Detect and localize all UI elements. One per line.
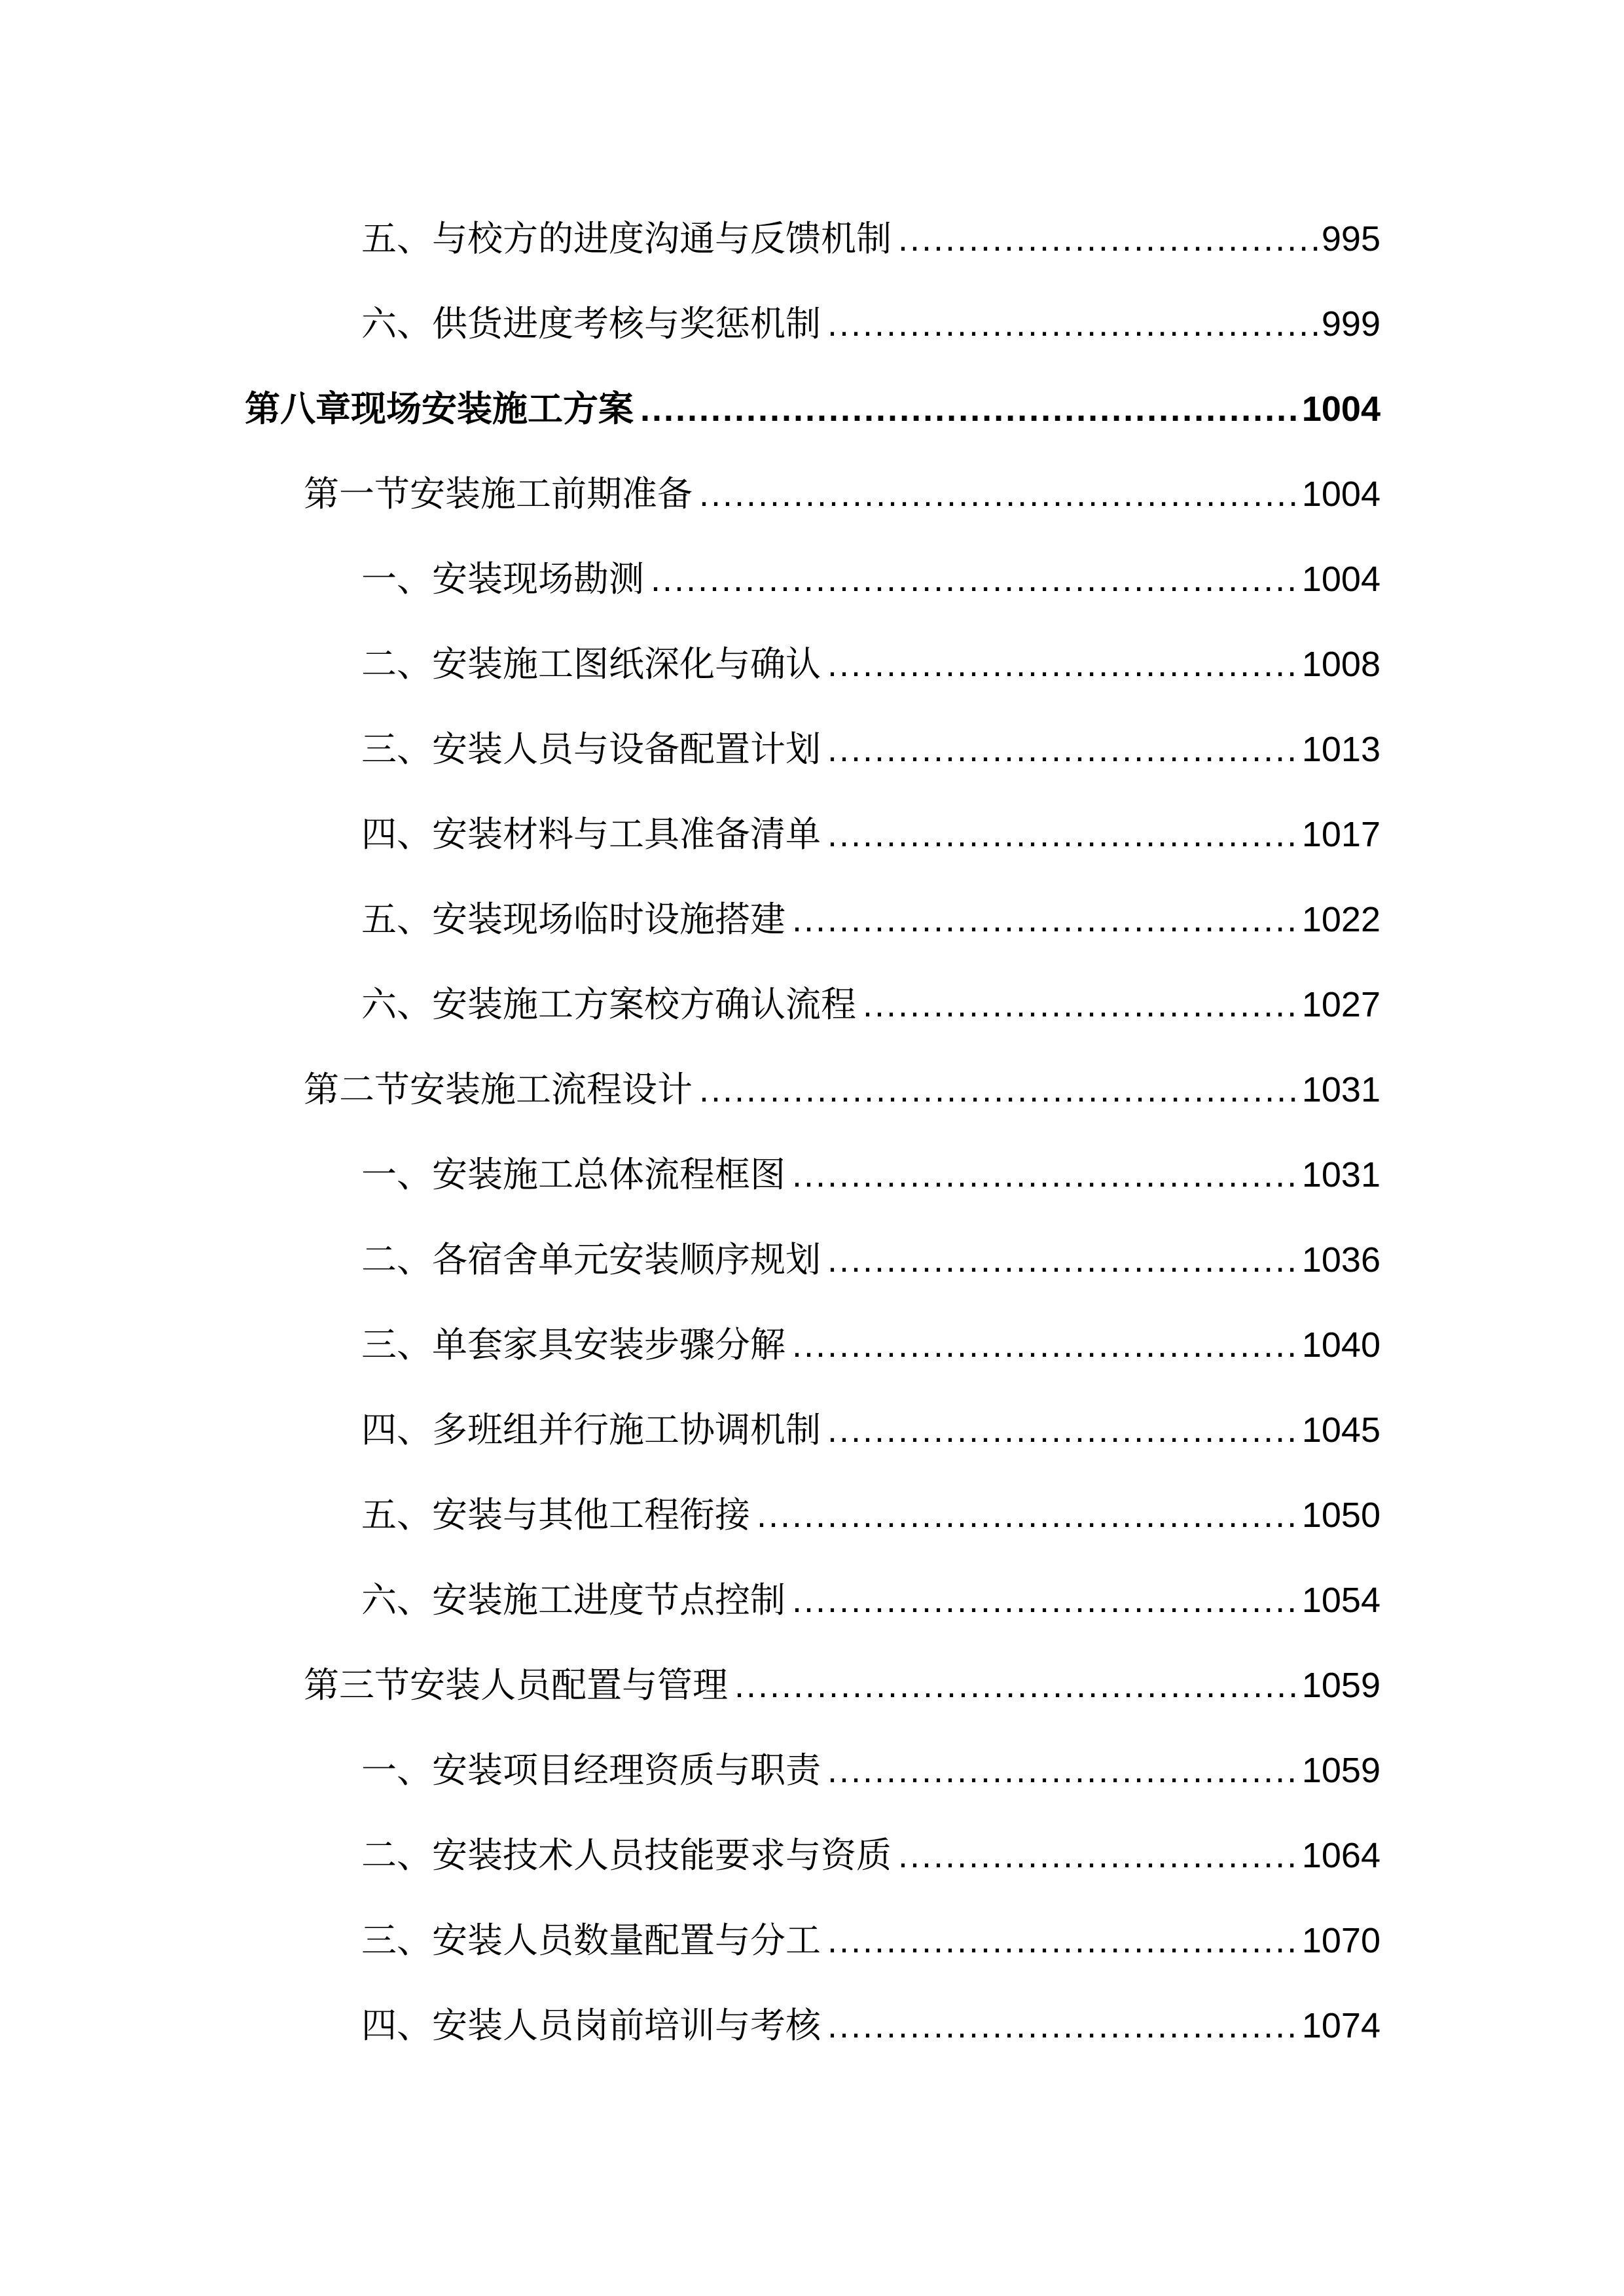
- toc-entry-title: 四、安装材料与工具准备清单: [361, 814, 821, 855]
- toc-entry-title: 三、安装人员与设备配置计划: [361, 728, 821, 770]
- toc-entry-title: 二、安装施工图纸深化与确认: [361, 643, 821, 685]
- toc-dot-leader: [827, 295, 1318, 353]
- toc-entry-title: 一、安装施工总体流程框图: [361, 1154, 785, 1195]
- toc-page-number: 1036: [1301, 1240, 1380, 1280]
- toc-entry-title: 三、安装人员数量配置与分工: [361, 1920, 821, 1961]
- toc-section-entry[interactable]: [304, 1060, 1380, 1119]
- toc-dot-leader: [640, 380, 1298, 439]
- toc-entry[interactable]: [361, 1996, 1380, 2055]
- toc-entry[interactable]: [361, 635, 1380, 694]
- toc-dot-leader: [827, 1230, 1298, 1289]
- toc-page-number: 1008: [1301, 645, 1380, 684]
- toc-entry-title: 六、供货进度考核与奖惩机制: [361, 303, 821, 344]
- toc-page-number: 1022: [1301, 900, 1380, 939]
- toc-entry[interactable]: [361, 975, 1380, 1034]
- toc-page-number: 1070: [1301, 1921, 1380, 1960]
- toc-entry-title: 一、安装项目经理资质与职责: [361, 1749, 821, 1791]
- toc-page-number: 1027: [1301, 985, 1380, 1024]
- toc-entry-title: 五、安装与其他工程衔接: [361, 1494, 750, 1535]
- toc-entry-title: 六、安装施工进度节点控制: [361, 1579, 785, 1621]
- toc-entry-title: 一、安装现场勘测: [361, 558, 644, 600]
- toc-entry[interactable]: [361, 720, 1380, 779]
- toc-entry[interactable]: [361, 550, 1380, 609]
- toc-page-number: 999: [1321, 304, 1380, 344]
- toc-page-number: 1050: [1301, 1496, 1380, 1535]
- toc-page-number: 1040: [1301, 1325, 1380, 1365]
- toc-page-number: 1017: [1301, 815, 1380, 854]
- toc-entry-title: 第一节安装施工前期准备: [304, 473, 693, 514]
- toc-dot-leader: [734, 1656, 1298, 1715]
- toc-entry-title: 第二节安装施工流程设计: [304, 1069, 693, 1110]
- toc-entry-title: 四、安装人员岗前培训与考核: [361, 2005, 821, 2046]
- toc-entry-title: 六、安装施工方案校方确认流程: [361, 984, 856, 1025]
- toc-entry[interactable]: [361, 1571, 1380, 1630]
- toc-page-number: 1004: [1301, 560, 1380, 599]
- toc-entry[interactable]: [361, 805, 1380, 864]
- toc-entry[interactable]: [361, 1826, 1380, 1885]
- toc-section-entry[interactable]: [304, 465, 1380, 524]
- toc-dot-leader: [792, 1571, 1298, 1630]
- toc-entry-title: 二、安装技术人员技能要求与资质: [361, 1835, 892, 1876]
- toc-dot-leader: [827, 1996, 1298, 2055]
- toc-page-number: 1004: [1301, 475, 1380, 514]
- toc-dot-leader: [792, 1316, 1298, 1374]
- toc-page-number: 1059: [1301, 1666, 1380, 1705]
- toc-page-number: 995: [1321, 219, 1380, 259]
- toc-entry[interactable]: [361, 209, 1380, 268]
- toc-dot-leader: [651, 550, 1298, 609]
- toc-page-number: 1013: [1301, 730, 1380, 769]
- toc-dot-leader: [827, 635, 1298, 694]
- toc-entry[interactable]: [361, 295, 1380, 353]
- toc-dot-leader: [699, 1060, 1298, 1119]
- toc-page-number: 1064: [1301, 1836, 1380, 1875]
- toc-entry[interactable]: [361, 1741, 1380, 1800]
- toc-page-number: 1054: [1301, 1581, 1380, 1620]
- toc-page-number: 1031: [1301, 1155, 1380, 1194]
- toc-entry-title: 五、安装现场临时设施搭建: [361, 899, 785, 940]
- toc-dot-leader: [827, 1741, 1298, 1800]
- toc-entry-title: 二、各宿舍单元安装顺序规划: [361, 1239, 821, 1280]
- toc-dot-leader: [827, 1911, 1298, 1970]
- toc-page-number: 1074: [1301, 2006, 1380, 2045]
- toc-dot-leader: [792, 890, 1298, 949]
- toc-entry[interactable]: [361, 1230, 1380, 1289]
- toc-page-number: 1045: [1301, 1410, 1380, 1450]
- toc-dot-leader: [863, 975, 1298, 1034]
- toc-entry[interactable]: [361, 1911, 1380, 1970]
- toc-entry-title: 五、与校方的进度沟通与反馈机制: [361, 218, 892, 259]
- toc-dot-leader: [827, 1401, 1298, 1460]
- toc-entry[interactable]: [361, 1486, 1380, 1545]
- toc-page-number: 1031: [1301, 1070, 1380, 1109]
- toc-entry-title: 三、单套家具安装步骤分解: [361, 1324, 785, 1365]
- toc-chapter-entry[interactable]: [245, 380, 1380, 439]
- toc-dot-leader: [757, 1486, 1298, 1545]
- toc-dot-leader: [827, 720, 1298, 779]
- toc-section-entry[interactable]: [304, 1656, 1380, 1715]
- toc-dot-leader: [792, 1145, 1298, 1204]
- toc-entry[interactable]: [361, 1401, 1380, 1460]
- toc-page-number: 1004: [1301, 389, 1380, 429]
- toc-dot-leader: [898, 209, 1318, 268]
- toc-entry[interactable]: [361, 890, 1380, 949]
- toc-entry-title: 第八章现场安装施工方案: [245, 388, 634, 429]
- toc-entry-title: 四、多班组并行施工协调机制: [361, 1409, 821, 1450]
- toc-dot-leader: [699, 465, 1298, 524]
- toc-page-number: 1059: [1301, 1751, 1380, 1790]
- toc-dot-leader: [898, 1826, 1298, 1885]
- toc-entry[interactable]: [361, 1145, 1380, 1204]
- toc-entry[interactable]: [361, 1316, 1380, 1374]
- toc-entry-title: 第三节安装人员配置与管理: [304, 1664, 728, 1706]
- toc-dot-leader: [827, 805, 1298, 864]
